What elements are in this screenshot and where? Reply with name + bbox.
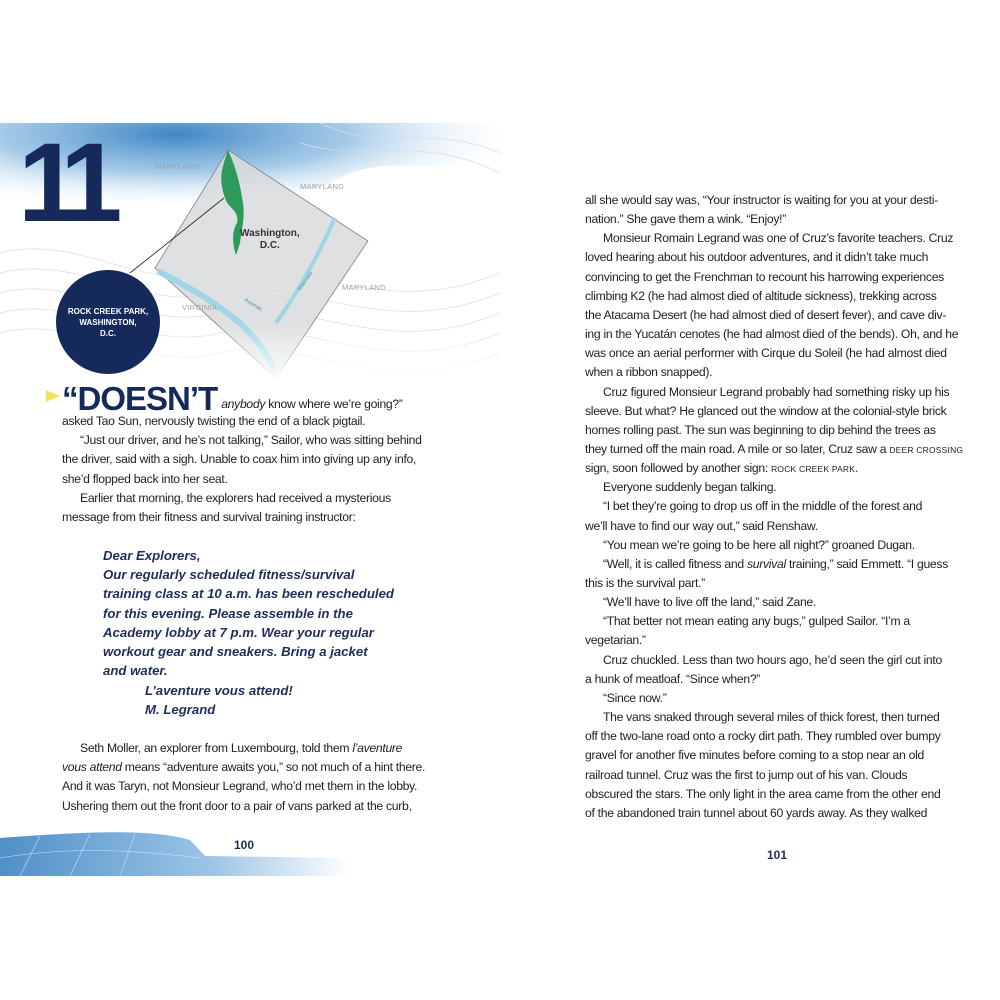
text-line [585, 497, 922, 516]
text-run: they turned off the main road. A mile or so later, Cruz saw a [585, 441, 890, 456]
text-run: obscured the stars. The only light in the area came from the other end [585, 786, 941, 801]
text-run: training,” said Emmett. “I guess [785, 556, 949, 571]
letter-line: for this evening. Please assemble in the [103, 605, 353, 621]
page-number-right: 101 [767, 848, 788, 862]
text-line [62, 508, 356, 527]
text-line [585, 766, 907, 785]
text-line [585, 555, 948, 574]
text-line [62, 777, 417, 796]
text-line [585, 651, 942, 670]
text-line [585, 344, 947, 363]
text-run: . [855, 461, 859, 476]
text-line [585, 536, 915, 555]
text-run: Earlier that morning, the explorers had received a mysterious [80, 490, 391, 505]
text-run: sign, soon followed by another sign: [585, 461, 772, 476]
river-label-potomac: Potomac [243, 297, 264, 313]
text-run: “You mean we’re going to be here all night?” groaned Dugan. [603, 537, 915, 552]
text-line [62, 431, 422, 450]
text-line [585, 785, 940, 804]
text-line [585, 593, 816, 612]
text-run: railroad tunnel. Cruz was the first to jump out of his van. Clouds [585, 767, 908, 782]
text-line [585, 478, 776, 497]
text-line [62, 797, 412, 816]
text-line [585, 517, 818, 536]
map-label-city [240, 228, 300, 252]
text-line [585, 210, 786, 229]
text-run: nation.” She gave them a wink. “Enjoy!” [585, 212, 787, 227]
chapter-number: 11 [18, 120, 109, 245]
text-run: “We’ll have to live off the land,” said Zane. [603, 595, 816, 610]
text-run: know where we’re going?” [265, 397, 403, 411]
italic-text: l’aventure [352, 741, 403, 755]
small-caps-text: ROCK CREEK PARK [771, 464, 856, 475]
text-line [585, 268, 944, 287]
dropcap-word: “DOESN’T [62, 380, 218, 417]
text-run: she’d flopped back into her seat. [62, 471, 228, 486]
small-caps-text: DEER CROSSING [889, 444, 964, 455]
text-line [585, 363, 712, 382]
city-name: Washington, [240, 228, 300, 239]
text-run: The vans snaked through several miles of thick forest, then turned [603, 710, 940, 725]
text-run: “Just our driver, and he’s not talking,” Sailor, who was sitting behind [80, 433, 422, 448]
text-run: “Well, it is called fitness and [603, 556, 747, 571]
text-line [585, 631, 646, 650]
text-line [585, 325, 958, 344]
text-line [585, 421, 936, 440]
text-run: And it was Taryn, not Monsieur Legrand, who’d met them in the lobby. [62, 779, 418, 794]
text-run: all she would say was, “Your instructor is waiting for you at your desti- [585, 193, 938, 207]
italic-text: survival [746, 556, 786, 571]
text-run: Ushering them out the front door to a pair of vans parked at the curb, [62, 798, 412, 813]
text-line [585, 574, 705, 593]
map-label-maryland: MARYLAND [155, 162, 199, 171]
text-run: the driver, said with a sigh. Unable to coax him into giving up any info, [62, 452, 417, 467]
text-run: this is the survival part.” [585, 576, 705, 590]
text-line [585, 804, 927, 823]
letter-signature: M. Legrand [145, 702, 216, 718]
text-line [585, 306, 946, 325]
text-run: was once an aerial performer with Cirque du Soleil (he had almost died [585, 346, 947, 361]
text-run: a hunk of meatloaf. “Since when?” [585, 671, 761, 686]
text-line [62, 450, 416, 469]
text-run: when a ribbon snapped). [585, 365, 713, 380]
footer-map-band [0, 828, 350, 876]
river-label-anacostia: Anacostia [296, 270, 315, 293]
text-run: the Atacama Desert (he had almost died of desert fever), and cave div- [585, 307, 947, 322]
text-run: “Since now.” [603, 690, 667, 705]
text-line [585, 459, 858, 479]
text-run: gravel for another five minutes before coming to a stop near an old [585, 748, 924, 763]
text-run: vegetarian.” [585, 633, 646, 648]
text-run: means “adventure awaits you,” so not much of a hint there. [121, 760, 426, 775]
text-run: ing in the Yucatán cenotes (he had almost died of the bends). Oh, and he [585, 327, 959, 342]
map-label-maryland: MARYLAND [342, 283, 386, 292]
text-line [585, 708, 940, 727]
text-line [585, 383, 949, 402]
text-line [585, 402, 946, 421]
text-run: climbing K2 (he had almost died of altitude sickness), trekking across [585, 288, 937, 303]
text-run: “That better not mean eating any bugs,” gulped Sailor. “I’m a [603, 614, 910, 629]
text-line [62, 412, 365, 431]
text-run: convincing to get the Frenchman to recount his harrowing experiences [585, 269, 944, 284]
letter-line: Our regularly scheduled fitness/survival [103, 567, 355, 583]
text-run: sleeve. But what? He glanced out the window at the colonial-style brick [585, 403, 947, 418]
text-run: Everyone suddenly began talking. [603, 480, 777, 495]
text-run: Cruz figured Monsieur Legrand probably had something risky up his [603, 384, 950, 399]
badge-line: WASHINGTON, [79, 317, 137, 327]
italic-text: anybody [221, 397, 266, 411]
page-number-left: 100 [234, 838, 255, 852]
badge-line: D.C. [100, 328, 116, 338]
text-line [62, 739, 402, 758]
text-run: off the two-lane road onto a rocky dirt path. They rumbled over bumpy [585, 729, 941, 744]
text-line [585, 229, 953, 248]
text-run: message from their fitness and survival training instructor: [62, 510, 356, 524]
letter-line: Dear Explorers, [103, 548, 201, 563]
text-line [585, 612, 910, 631]
text-line [62, 758, 425, 777]
text-line [62, 470, 228, 489]
map-label-virginia: VIRGINIA [182, 303, 218, 312]
text-line [585, 287, 937, 306]
text-run: Cruz chuckled. Less than two hours ago, he’d seen the girl cut into [603, 652, 942, 667]
text-line [585, 440, 963, 460]
letter-line: workout gear and sneakers. Bring a jacket [103, 644, 368, 659]
badge-line: ROCK CREEK PARK, [67, 306, 149, 316]
location-badge [56, 270, 160, 374]
text-run: we’ll have to find our way out,” said Renshaw. [585, 518, 818, 533]
text-run: asked Tao Sun, nervously twisting the end of a black pigtail. [62, 414, 366, 428]
text-line [585, 191, 938, 210]
text-run: loved hearing about his outdoor adventures, and it didn’t take much [585, 250, 929, 265]
letter-line: Academy lobby at 7 p.m. Wear your regular [103, 624, 374, 640]
map-label-maryland: MARYLAND [300, 182, 344, 191]
text-run: of the abandoned train tunnel about 60 yards away. As they walked [585, 805, 928, 820]
text-run: “I bet they’re going to drop us off in the middle of the forest and [603, 499, 923, 514]
italic-text: vous attend [62, 760, 122, 775]
arrow-marker-icon [46, 388, 62, 404]
text-line [585, 248, 928, 267]
text-run: Seth Moller, an explorer from Luxembourg, told them [80, 741, 353, 755]
city-state: D.C. [259, 240, 280, 251]
letter-closing: L’aventure vous attend! [145, 683, 293, 698]
text-line [585, 670, 760, 689]
text-line [585, 727, 941, 746]
letter-line: training class at 10 a.m. has been rescheduled [103, 586, 394, 602]
text-run: Monsieur Romain Legrand was one of Cruz’s favorite teachers. Cruz [603, 231, 954, 246]
text-line [585, 689, 666, 708]
text-line [585, 746, 924, 765]
text-line [62, 489, 391, 508]
letter-line: and water. [103, 663, 168, 679]
text-run: homes rolling past. The sun was beginning to dip behind the trees as [585, 422, 936, 437]
